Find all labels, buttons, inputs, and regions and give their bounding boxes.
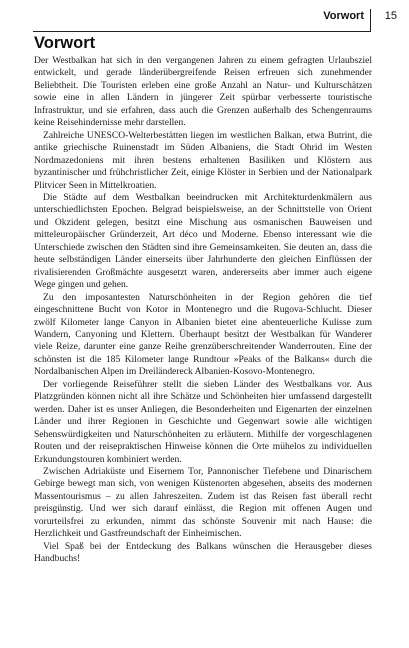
paragraph: Der Westbalkan hat sich in den vergangenen Jahren zu einem gefragten Urlaubsziel entwickelt, und gerade länderübergreifende Reisen erfreuen sich zunehmender Beliebtheit. Die Touristen erleben eine große Anzahl an Natur- und Kulturschätzen sowie eine in allen Ländern in jüngerer Zeit spürbar verbesserte touristische Infrastruktur, und sie erfahren, dass auch die Grenzen außerhalb des Schengenraums keine Reisehindernisse mehr darstellen.	[34, 55, 372, 129]
header-rule	[33, 31, 371, 32]
paragraph: Der vorliegende Reiseführer stellt die sieben Länder des Westbalkans vor. Aus Platzgründen können nicht all ihre Schätze und Schönheiten hier umfassend dargestellt werden. Daher ist es unser Anliegen, die Besonderheiten und Eigenarten der einzelnen Länder und ihrer Regionen in Geschichte und Gegenwart sowie alle wichtigen Sehenswürdigkeiten und Naturschönheiten zu erläutern. Mithilfe der vorgeschlagenen Routen und der reisepraktischen Hinweise können die Orte mühelos zu individuellen Erkundungstouren kombiniert werden.	[34, 378, 372, 465]
paragraph: Zwischen Adriaküste und Eisernem Tor, Pannonischer Tiefebene und Dinarischem Gebirge bewegt man sich, von wenigen Küstenorten abgesehen, abseits des modernen Massentourismus – zu allen Jahreszeiten. Zudem ist das Reisen fast überall recht preisgünstig. Und wer sich darauf einlässt, die Region mit offenen Augen und vorurteilsfrei zu erkunden, nimmt das schönste Souvenir mit nach Hause: die Herzlichkeit und Gastfreundschaft der Einheimischen.	[34, 465, 372, 540]
paragraph: Zu den imposantesten Naturschönheiten in der Region gehören die tief eingeschnittene Bucht von Kotor in Montenegro und die Rugova-Schlucht. Dieser zwölf Kilometer lange Canyon in Albanien bietet eine abenteuerliche Kulisse zum Wandern, Canyoning und Klettern. Überhaupt besitzt der Westbalkan für Wanderer viele Reize, darunter eine ganze Reihe grenzüberschreitender Wanderrouten. Eine der schönsten ist die 185 Kilometer lange Rundtour »Peaks of the Balkans« durch die Nordalbanischen Alpen im Dreiländereck Albanien-Kosovo-Montenegro.	[34, 291, 372, 378]
paragraph: Viel Spaß bei der Entdeckung des Balkans wünschen die Herausgeber dieses Handbuchs!	[34, 540, 372, 565]
body-text	[34, 55, 372, 566]
page-title: Vorwort	[34, 34, 96, 52]
paragraph: Die Städte auf dem Westbalkan beeindrucken mit Architekturdenkmälern aus unterschiedlichsten Epochen. Belgrad beispielsweise, an der Schnittstelle von Orient und Okzident gelegen, besitzt eine Mischung aus osmanischen Bauweisen und mitteleuropäischer Gründerzeit, Art déco und Moderne. Ebenso interessant wie die Unterschiede zwischen den Städten sind ihre Gemeinsamkeiten. Sie deuten an, dass die heute selbständigen Länder einerseits über Jahrhunderte den gleichen Einflüssen der rivalisierenden Großmächte ausgesetzt waren, andererseits aber immer auch eigene Wege gingen und gehen.	[34, 191, 372, 291]
running-header	[0, 9, 409, 37]
header-rule-tick	[370, 9, 371, 32]
page-number: 15	[384, 10, 397, 22]
paragraph: Zahlreiche UNESCO-Welterbestätten liegen im westlichen Balkan, etwa Butrint, die antike griechische Ruinenstadt im Süden Albaniens, die Stadt Ohrid im Westen Nordmazedoniens mit ihren bestens erhaltenen Basiliken und Klöstern aus byzantinischer und frühchristlicher Zeit, einige Klöster in Serbien und der Nationalpark Plitvicer Seen in Mittelkroatien.	[34, 129, 372, 191]
running-header-section: Vorwort	[323, 10, 364, 22]
